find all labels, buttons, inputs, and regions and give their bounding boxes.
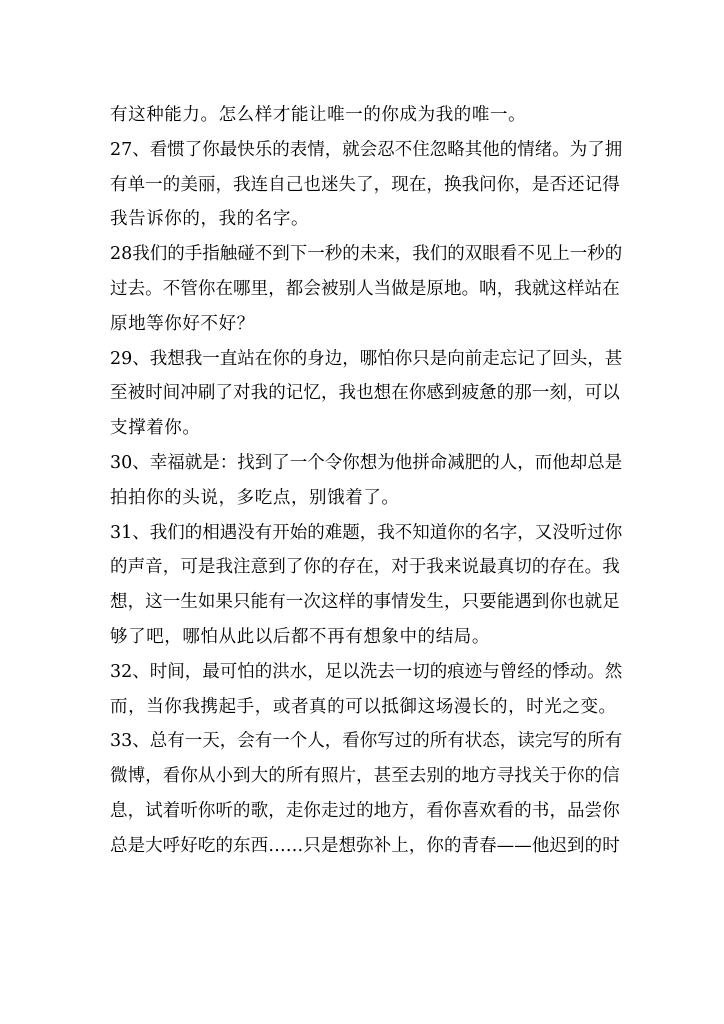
text-line: 至 被 时 间 冲 刷 了 对 我 的 记 忆 ， 我 也 想 在 你 感 到 疲 惫 的 那 一 刻 ， 可 以 (110, 383, 620, 404)
text-line: 而 ， 当 你 我 携 起 手 ， 或 者 真 的 可 以 抵 御 这 场 漫 长 的 ， 时 光 之 变 。 (110, 696, 617, 717)
text-line: 微 博 ， 看 你 从 小 到 大 的 所 有 照 片 ， 甚 至 去 别 的 地 方 寻 找 关 于 你 的 信 (110, 766, 620, 787)
text-line: 够 了 吧 ， 哪 怕 从 此 以 后 都 不 再 有 想 象 中 的 结 局 。 (110, 626, 490, 647)
text-line: 29 、 我 想 我 一 直 站 在 你 的 身 边 ， 哪 怕 你 只 是 向 前 走 忘 记 了 回 头 ， 甚 (110, 348, 623, 369)
text-line: 的 声 音 ， 可 是 我 注 意 到 了 你 的 存 在 ， 对 于 我 来 说 最 真 切 的 存 在 。 我 (110, 557, 620, 578)
text-line: 有 这 种 能 力 。 怎 么 样 才 能 让 唯 一 的 你 成 为 我 的 唯 一 。 (110, 105, 526, 125)
text-line: 28 我 们 的 手 指 触 碰 不 到 下 一 秒 的 未 来 ， 我 们 的 双 眼 看 不 见 上 一 秒 的 (110, 244, 623, 265)
text-line: 31 、 我 们 的 相 遇 没 有 开 始 的 难 题 ， 我 不 知 道 你 的 名 字 ， 又 没 听 过 你 (110, 522, 623, 543)
document-body (110, 98, 623, 864)
text-line: 支 撑 着 你 。 (110, 418, 200, 439)
text-line: 拍 拍 你 的 头 说 ， 多 吃 点 ， 别 饿 着 了 。 (110, 487, 399, 508)
text-line: 想 ， 这 一 生 如 果 只 能 有 一 次 这 样 的 事 情 发 生 ， 只 要 能 遇 到 你 也 就 足 (110, 592, 620, 613)
text-line: 27 、 看 惯 了 你 最 快 乐 的 表 情 ， 就 会 忍 不 住 忽 略 其 他 的 情 绪 。 为 了 拥 (110, 139, 623, 160)
text-line: 有 单 一 的 美 丽 ， 我 连 自 己 也 迷 失 了 ， 现 在 ， 换 我 问 你 ， 是 否 还 记 得 (110, 174, 620, 195)
text-line: 过 去 。 不 管 你 在 哪 里 ， 都 会 被 别 人 当 做 是 原 地 。 呐 ， 我 就 这 样 站 在 (110, 278, 620, 299)
text-line: 原 地 等 你 好 不 好 ？ (110, 313, 255, 334)
text-line: 总 是 大 呼 好 吃 的 东 西 … … 只 是 想 弥 补 上 ， 你 的 青 春 — — 他 迟 到 的 时 (110, 835, 620, 856)
text-line: 32 、 时 间 ， 最 可 怕 的 洪 水 ， 足 以 洗 去 一 切 的 痕 迹 与 曾 经 的 悸 动 。 然 (110, 661, 623, 682)
text-line: 33 、 总 有 一 天 ， 会 有 一 个 人 ， 看 你 写 过 的 所 有 状 态 ， 读 完 写 的 所 有 (110, 731, 623, 752)
text-line: 30 、 幸 福 就 是 ： 找 到 了 一 个 令 你 想 为 他 拼 命 减 肥 的 人 ， 而 他 却 总 是 (110, 452, 623, 473)
text-line: 息 ， 试 着 听 你 听 的 歌 ， 走 你 走 过 的 地 方 ， 看 你 喜 欢 看 的 书 ， 品 尝 你 (110, 800, 620, 821)
text-line: 我 告 诉 你 的 ， 我 的 名 字 。 (110, 209, 309, 230)
